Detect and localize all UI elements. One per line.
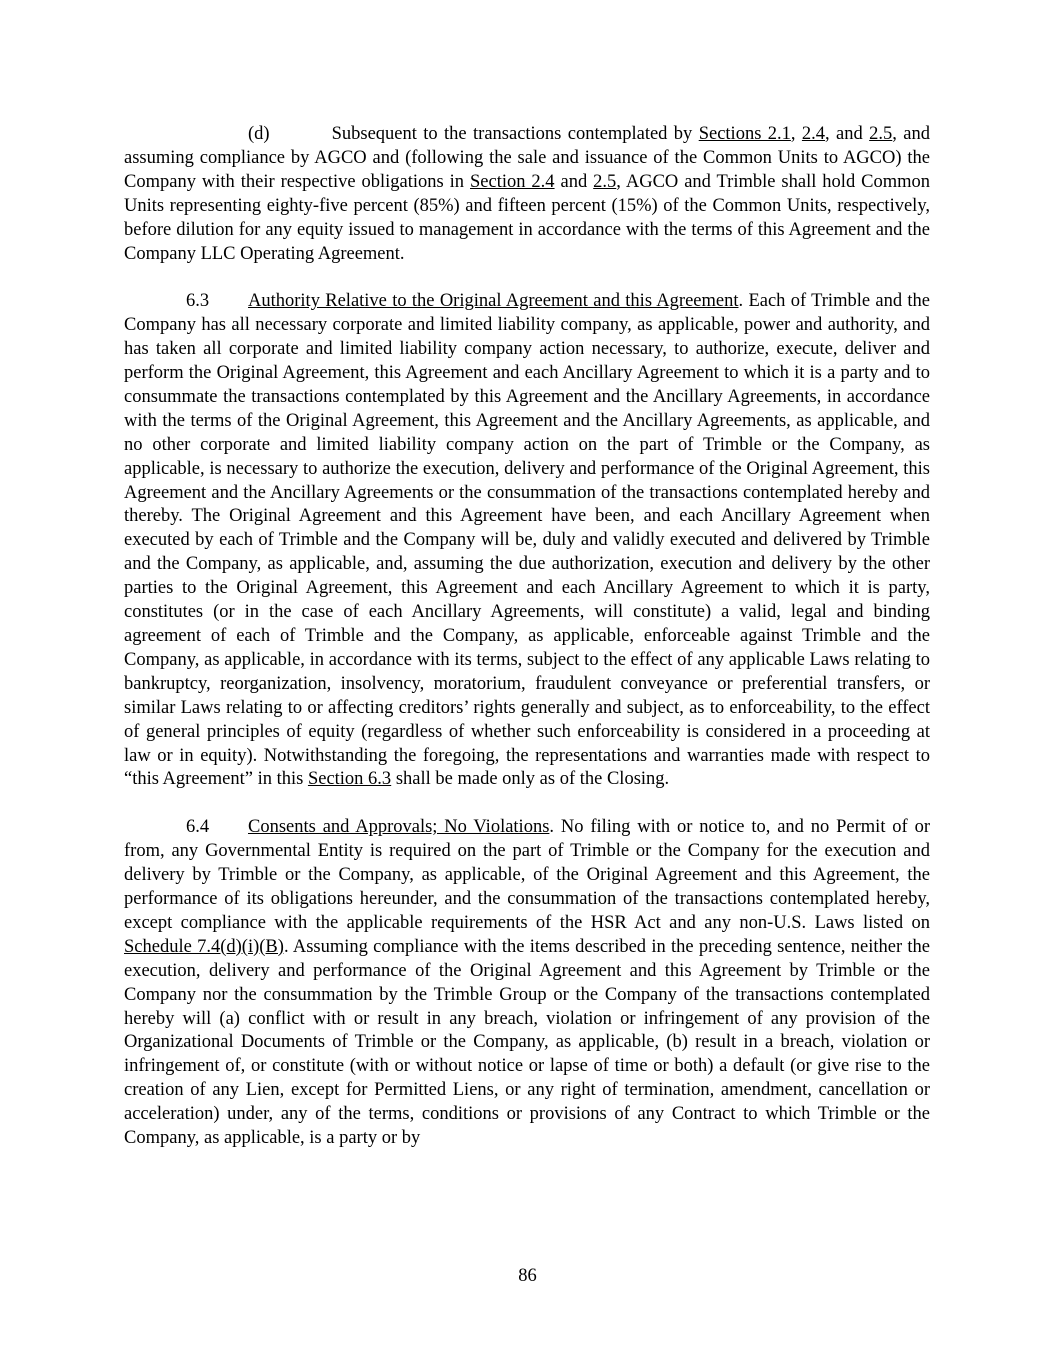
section-reference: Sections 2.1 (698, 124, 791, 144)
paragraph-text: . Each of Trimble and the Company has all necessary corporate and limited liability company, as applicable, power and authority, and has taken all corporate and limited liability company action necessary, to authorize, execute, deliver and perform the Original Agreement, this Agreement and each Ancillary Agreement to which it is a party and to consummate the transactions contemplated by this Agreement and the Ancillary Agreements, in accordance with the terms of the Original Agreement, this Agreement and the Ancillary Agreements, as applicable, and no other corporate and limited liability company action on the part of Trimble or the Company, as applicable, is necessary to authorize the execution, delivery and performance of the Original Agreement, this Agreement and the Ancillary Agreements or the consummation of the transactions contemplated hereby and thereby. The Original Agreement and this Agreement have been, and each Ancillary Agreement when executed by each of Trimble and the Company will be, duly and validly executed and delivered by Trimble and the Company, as applicable, and, assuming the due authorization, execution and delivery by the other parties to the Original Agreement, this Agreement and each Ancillary Agreement to which it is party, constitutes (or in the case of each Ancillary Agreements, will constitute) a valid, legal and binding agreement of each of Trimble and the Company, as applicable, enforceable against Trimble and the Company, as applicable, in accordance with its terms, subject to the effect of any applicable Laws relating to bankruptcy, reorganization, insolvency, moratorium, fraudulent conveyance or preferential transfers, or similar Laws relating to or affecting creditors’ rights generally and subject, as to enforceability, to the effect of general principles of equity (regardless of whether such enforceability is considered in a proceeding at law or in equity). Notwithstanding the foregoing, the representations and warranties made with respect to “this Agreement” in this (124, 291, 930, 790)
paragraph-text: . No filing with or notice to, and no Permit of or from, any Governmental Entity is required on the part of Trimble or the Company for the execution and delivery by Trimble or the Company, as applicable, of the Original Agreement and this Agreement, the performance of its obligations hereunder, and the consummation of the transactions contemplated hereby, except compliance with the applicable requirements of the HSR Act and any non-U.S. Laws listed on (124, 817, 930, 933)
paragraph-d-label: (d) (248, 124, 270, 144)
paragraph-text: , AGCO and Trimble shall hold Common Units representing eighty-five percent (85%) and fifteen percent (15%) of the Common Units, respectively, before dilution for any equity issued to management in accordance with the terms of this Agreement and the Company LLC Operating Agreement. (124, 171, 931, 264)
paragraph-text: shall be made only as of the Closing. (391, 769, 670, 790)
document-page (124, 123, 930, 1151)
paragraph-text: , and assuming compliance by AGCO and (following the sale and issuance of the Common Units to AGCO) the Company with their respective obligations in (124, 124, 931, 192)
section-reference: Section 2.4 (470, 171, 555, 192)
section-reference: 2.5 (869, 124, 893, 144)
paragraph-text: Subsequent to the transactions contemplated by (331, 124, 699, 144)
section-number: 6.3 (186, 291, 210, 312)
section-heading: Authority Relative to the Original Agreement and this Agreement (248, 291, 739, 312)
section-reference: 2.4 (801, 124, 826, 144)
paragraph-text: , (790, 124, 802, 144)
section-reference: 2.5 (593, 171, 617, 192)
section-reference: Section 6.3 (307, 769, 392, 790)
paragraph-d (124, 123, 930, 266)
paragraph-text: . Assuming compliance with the items described in the preceding sentence, neither the execution, delivery and performance of the Original Agreement and this Agreement by Trimble or the Company nor the consummation by the Trimble Group or the Company of the transactions contemplated hereby will (a) conflict with or result in any breach, violation or infringement of any provision of the Organizational Documents of Trimble or the Company, as applicable, (b) result in a breach, violation or infringement of, or constitute (with or without notice or lapse of time or both) a default (or give rise to the creation of any Lien, except for Permitted Liens, or any right of termination, amendment, cancellation or acceleration) under, any of the terms, conditions or provisions of any Contract to which Trimble or the Company, as applicable, is a party or by (124, 936, 931, 1149)
schedule-reference: Schedule 7.4(d)(i)(B) (124, 936, 284, 957)
page-number: 86 (518, 1266, 537, 1286)
section-heading: Consents and Approvals; No Violations (248, 817, 550, 838)
section-6-4 (124, 816, 930, 1151)
section-6-3 (124, 290, 930, 792)
paragraph-text: and (554, 171, 594, 192)
paragraph-text: , and (825, 124, 870, 144)
section-number: 6.4 (186, 817, 210, 838)
